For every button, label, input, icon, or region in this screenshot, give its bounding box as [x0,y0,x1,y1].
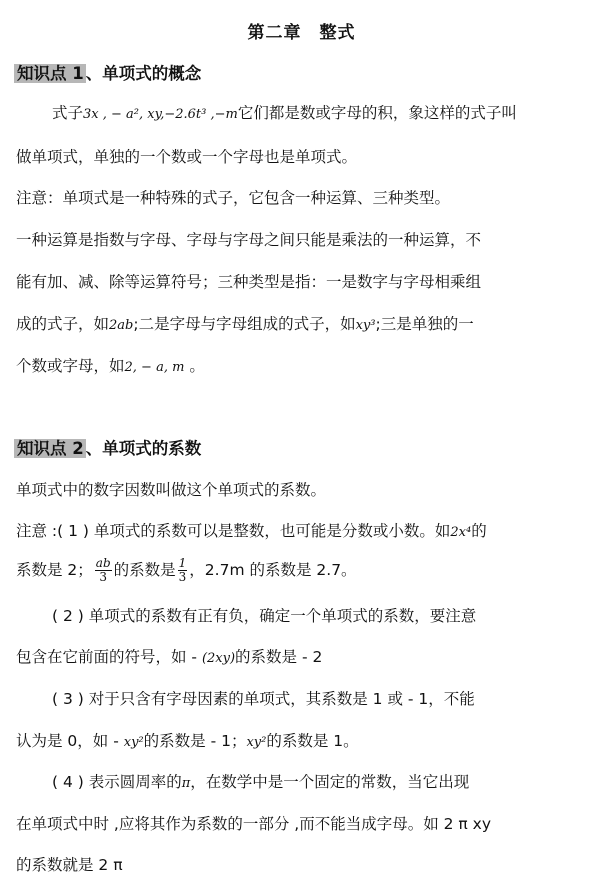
math-expression: 2x⁴ [450,525,472,540]
text: 系数是 2； [16,561,93,579]
text: 的 [471,522,487,540]
paragraph-line: 单项式中的数字因数叫做这个单项式的系数。 [16,481,327,499]
math-expression: (2xy) [201,651,236,666]
section-heading-2 [14,433,201,465]
paragraph-line: 在单项式中时 ,应将其作为系数的一部分 ,而不能当成字母。如 2 π xy [16,815,492,833]
section-heading-1 [14,58,201,90]
section-label-highlight: 知识点 1 [14,64,86,83]
text: 的系数是 1。 [266,732,359,750]
text: 包含在它前面的符号，如 - [16,648,202,666]
text: ;三是单独的一 [375,315,474,333]
paragraph-line: 一种运算是指数与字母、字母与字母之间只能是乘法的一种运算，不 [16,231,482,249]
paragraph-line [16,312,474,338]
text: ;二是字母与字母组成的式子，如 [133,315,356,333]
text: 。 [184,357,205,375]
math-expression: 3x , − a², xy,−2.6t³ ,−m [83,107,238,122]
paragraph-line [16,729,359,755]
fraction-numerator: ab [95,556,111,570]
paragraph-line [16,557,357,584]
note-line: 注意：单项式是一种特殊的式子，它包含一种运算、三种类型。 [16,189,451,207]
text: 个数或字母，如 [16,357,125,375]
fraction [178,557,188,584]
text: 式子 [52,104,84,122]
note-line [16,519,487,545]
paragraph-line: ( 2 ) 单项式的系数有正有负，确定一个单项式的系数，要注意 [52,607,477,625]
text: 认为是 0，如 - [16,732,124,750]
fraction [95,557,112,584]
text: ( 4 ) 表示圆周率的 [52,773,182,791]
paragraph-line: ( 3 ) 对于只含有字母因素的单项式，其系数是 1 或 - 1，不能 [52,690,475,708]
section-label-highlight: 知识点 2 [14,439,86,458]
paragraph-line [52,101,517,127]
fraction-denominator: 3 [178,570,187,584]
paragraph-line: 做单项式，单独的一个数或一个字母也是单项式。 [16,148,358,166]
paragraph-line: 能有加、减、除等运算符号；三种类型是指：一是数字与字母相乘组 [16,273,482,291]
text: 的系数是 [113,561,176,579]
math-expression: xy³ [355,318,376,333]
math-expression: 2, − a, m [124,360,185,375]
text: 的系数是 - 1； [143,732,247,750]
math-expression: 2ab [109,318,134,333]
section-title: 、单项式的概念 [85,64,202,83]
paragraph-line [52,770,469,796]
fraction-numerator: 1 [178,556,187,570]
chapter-title: 第二章 整式 [247,23,356,43]
fraction-denominator: 3 [99,570,108,584]
text: 的系数是 - 2 [235,648,323,666]
math-expression: xy² [123,735,144,750]
text: 注意 :( 1 ) 单项式的系数可以是整数，也可能是分数或小数。如 [16,522,451,540]
text: ，2.7m 的系数是 2.7。 [189,561,357,579]
math-expression: xy² [246,735,267,750]
paragraph-line [16,645,322,671]
text: ，在数学中是一个固定的常数，当它出现 [190,773,470,791]
text: 它们都是数或字母的积，象这样的式子叫 [237,104,517,122]
math-expression: π [181,776,191,791]
text: 成的式子，如 [16,315,110,333]
section-title: 、单项式的系数 [85,439,202,458]
paragraph-line [16,354,205,380]
paragraph-line: 的系数就是 2 π [16,856,123,874]
